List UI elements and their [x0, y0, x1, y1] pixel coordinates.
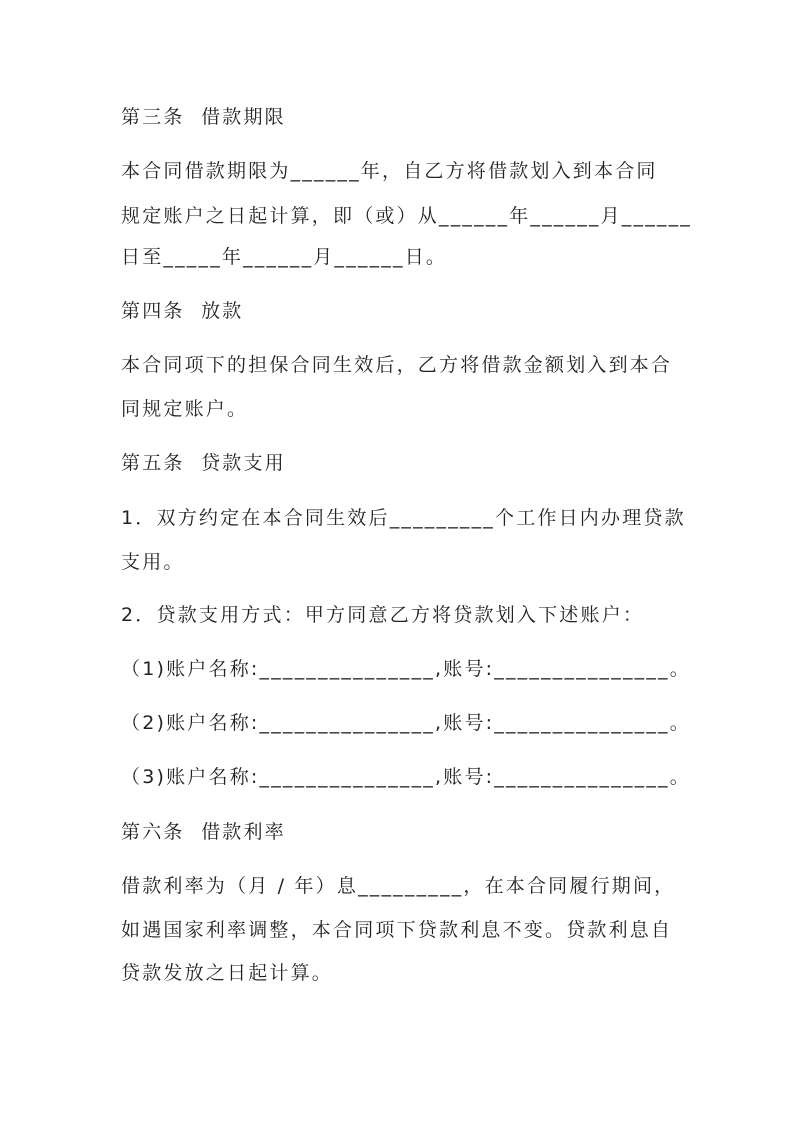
article-3-paragraph-line-1: 本合同借款期限为______年，自乙方将借款划入到本合同 [121, 160, 658, 182]
account-line-2: （2)账户名称:_______________,账号:_______________。 [121, 712, 691, 734]
article-4-paragraph-line-1: 本合同项下的担保合同生效后，乙方将借款金额划入到本合 [121, 354, 673, 376]
article-3-paragraph-line-2: 规定账户之日起计算，即（或）从______年______月______ [121, 205, 693, 227]
article-5-item-1-line-1: 1．双方约定在本合同生效后_________个工作日内办理贷款 [121, 507, 686, 529]
article-6-paragraph-line-2: 如遇国家利率调整，本合同项下贷款利息不变。贷款利息自 [121, 919, 673, 941]
article-3-paragraph-line-3: 日至_____年______月______日。 [121, 246, 448, 268]
article-5-item-1-line-2: 支用。 [121, 551, 185, 573]
article-4-heading: 第四条 放款 [121, 300, 244, 322]
account-line-1: （1)账户名称:_______________,账号:_______________。 [121, 658, 691, 680]
article-4-paragraph-line-2: 同规定账户。 [121, 398, 249, 420]
article-5-heading: 第五条 贷款支用 [121, 452, 286, 474]
article-6-paragraph-line-3: 贷款发放之日起计算。 [121, 962, 334, 984]
account-line-3: （3)账户名称:_______________,账号:_______________。 [121, 766, 691, 788]
article-5-item-2: 2．贷款支用方式：甲方同意乙方将贷款划入下述账户： [121, 604, 645, 626]
article-6-heading: 第六条 借款利率 [121, 821, 286, 843]
article-6-paragraph-line-1: 借款利率为（月 / 年）息_________，在本合同履行期间， [121, 875, 676, 897]
article-3-heading: 第三条 借款期限 [121, 106, 286, 128]
